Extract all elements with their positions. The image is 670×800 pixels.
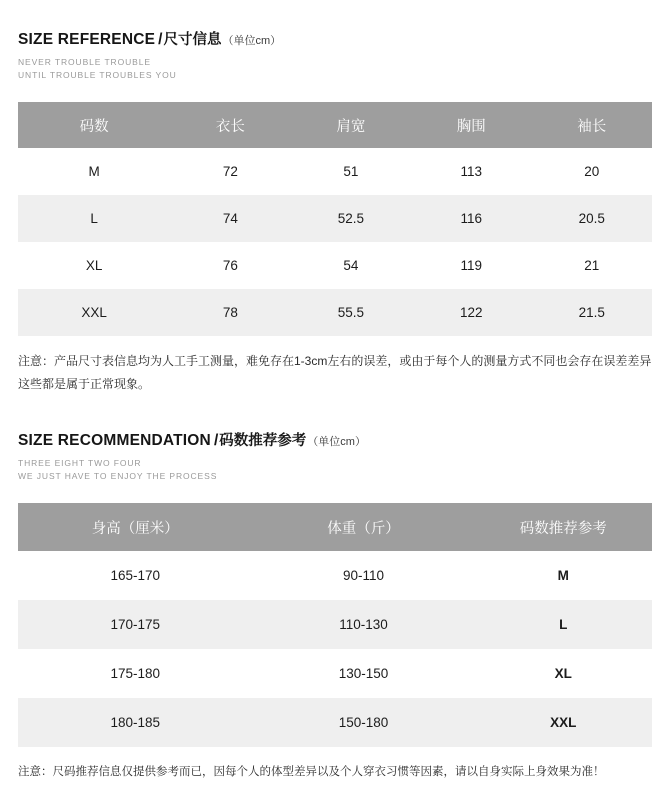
cell-weight: 130-150 bbox=[253, 649, 475, 698]
size-reference-section bbox=[18, 28, 652, 395]
cell-recommended-size: XL bbox=[474, 649, 652, 698]
table-header bbox=[18, 503, 652, 551]
heading-en: SIZE REFERENCE bbox=[18, 31, 156, 48]
cell-recommended-size: L bbox=[474, 600, 652, 649]
size-reference-table bbox=[18, 102, 652, 336]
size-recommendation-table-wrap bbox=[18, 503, 652, 747]
cell-length: 72 bbox=[170, 148, 290, 195]
cell-bust: 119 bbox=[411, 242, 531, 289]
cell-sleeve: 21 bbox=[532, 242, 652, 289]
table-row bbox=[18, 600, 652, 649]
size-recommendation-subtitle bbox=[18, 457, 652, 483]
cell-shoulder: 54 bbox=[291, 242, 411, 289]
cell-height: 170-175 bbox=[18, 600, 253, 649]
cell-bust: 122 bbox=[411, 289, 531, 336]
size-reference-heading bbox=[18, 28, 652, 49]
column-header-recommended-size: 码数推荐参考 bbox=[474, 503, 652, 551]
cell-bust: 116 bbox=[411, 195, 531, 242]
table-row bbox=[18, 649, 652, 698]
column-header-weight: 体重（斤） bbox=[253, 503, 475, 551]
cell-size: L bbox=[18, 195, 170, 242]
column-header-bust: 胸围 bbox=[411, 102, 531, 148]
cell-shoulder: 51 bbox=[291, 148, 411, 195]
subtitle-line-1: NEVER TROUBLE TROUBLE bbox=[18, 57, 151, 67]
size-recommendation-note: 注意：尺码推荐信息仅提供参考而已，因每个人的体型差异以及个人穿衣习惯等因素，请以自身实际上身效果为准！ bbox=[18, 766, 605, 779]
cell-recommended-size: XXL bbox=[474, 698, 652, 747]
table-row bbox=[18, 698, 652, 747]
heading-cn: 尺寸信息 bbox=[163, 32, 222, 48]
cell-size: M bbox=[18, 148, 170, 195]
column-header-sleeve: 袖长 bbox=[532, 102, 652, 148]
heading-cn: 码数推荐参考 bbox=[219, 432, 307, 449]
cell-weight: 110-130 bbox=[253, 600, 475, 649]
cell-recommended-size: M bbox=[474, 551, 652, 600]
cell-length: 76 bbox=[170, 242, 290, 289]
table-row bbox=[18, 148, 652, 195]
subtitle-line-1: THREE EIGHT TWO FOUR bbox=[18, 457, 142, 468]
table-header-row bbox=[18, 102, 652, 148]
size-recommendation-table bbox=[18, 503, 652, 747]
table-body bbox=[18, 148, 652, 336]
table-header bbox=[18, 102, 652, 148]
cell-weight: 90-110 bbox=[253, 551, 475, 600]
cell-height: 180-185 bbox=[18, 698, 253, 747]
heading-slash: / bbox=[213, 431, 219, 449]
subtitle-line-2: WE JUST HAVE TO ENJOY THE PROCESS bbox=[18, 470, 218, 481]
column-header-height: 身高（厘米） bbox=[18, 503, 253, 551]
section-spacer bbox=[18, 395, 652, 429]
cell-length: 74 bbox=[170, 195, 290, 242]
size-recommendation-section bbox=[18, 429, 652, 783]
cell-bust: 113 bbox=[411, 148, 531, 195]
heading-en: SIZE RECOMMENDATION bbox=[18, 431, 211, 449]
cell-size: XL bbox=[18, 242, 170, 289]
heading-slash: / bbox=[158, 31, 163, 48]
size-reference-table-wrap bbox=[18, 102, 652, 336]
table-row bbox=[18, 242, 652, 289]
cell-shoulder: 55.5 bbox=[291, 289, 411, 336]
subtitle-line-2: UNTIL TROUBLE TROUBLES YOU bbox=[18, 70, 177, 81]
column-header-size: 码数 bbox=[18, 102, 170, 148]
cell-sleeve: 21.5 bbox=[532, 289, 652, 336]
size-recommendation-heading bbox=[18, 429, 652, 450]
heading-unit: （单位cm） bbox=[222, 35, 282, 47]
heading-unit: （单位cm） bbox=[307, 435, 366, 448]
cell-sleeve: 20 bbox=[532, 148, 652, 195]
table-row bbox=[18, 289, 652, 336]
column-header-length: 衣长 bbox=[170, 102, 290, 148]
size-reference-note: 注意：产品尺寸表信息均为人工手工测量，难免存在1-3cm左右的误差，或由于每个人的测量方式不同也会存在误差差异这些都是属于正常现象。 bbox=[18, 354, 652, 391]
size-reference-subtitle bbox=[18, 56, 652, 82]
cell-length: 78 bbox=[170, 289, 290, 336]
cell-shoulder: 52.5 bbox=[291, 195, 411, 242]
column-header-shoulder: 肩宽 bbox=[291, 102, 411, 148]
table-row bbox=[18, 195, 652, 242]
table-header-row bbox=[18, 503, 652, 551]
table-body bbox=[18, 551, 652, 747]
table-row bbox=[18, 551, 652, 600]
cell-height: 175-180 bbox=[18, 649, 253, 698]
cell-height: 165-170 bbox=[18, 551, 253, 600]
cell-weight: 150-180 bbox=[253, 698, 475, 747]
cell-size: XXL bbox=[18, 289, 170, 336]
cell-sleeve: 20.5 bbox=[532, 195, 652, 242]
